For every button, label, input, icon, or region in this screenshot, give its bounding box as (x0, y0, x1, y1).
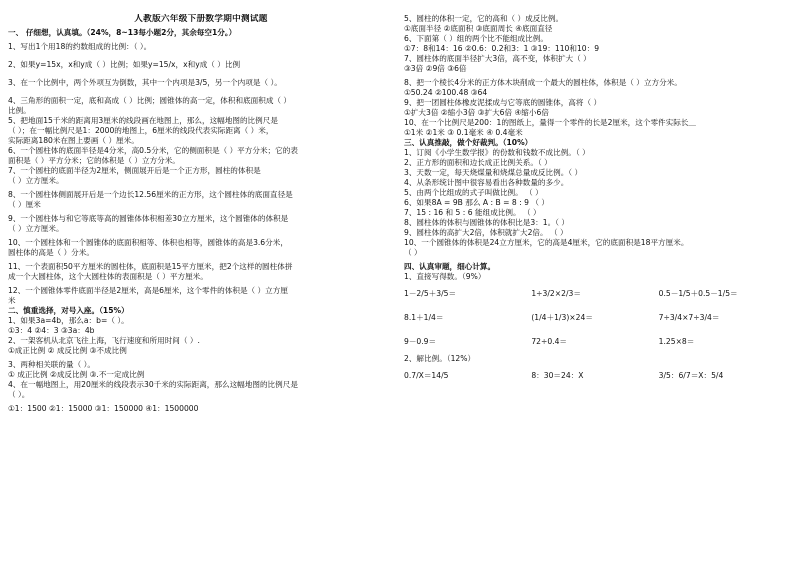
judge-1: 1、订阅《小学生数学报》的份数和钱数不成比例。（ ） (404, 148, 590, 157)
judge-4: 4、从条形统计图中很容易看出各种数量的多少。 (404, 178, 569, 187)
judge-9: 9、圆柱体的高扩大2倍，体积就扩大2倍。 （ ） (404, 228, 568, 237)
proportion-item: 0.7/X＝14/5 (404, 371, 449, 381)
proportion-item: 8：30＝24：X (531, 371, 584, 381)
question-10: 10、一个圆柱体和一个圆锥体的底面积相等、体积也相等，圆锥体的高是3.6分米， (8, 238, 288, 247)
choice-3-options: ① 成正比例 ②成反比例 ③.不一定成比例 (8, 370, 145, 379)
proportion-item: 3/5：6/7＝X：5/4 (658, 371, 724, 381)
calc-item: 9－0.9＝ (404, 337, 437, 347)
question-5-cont: （ ）；在一幅比例尺是1：2000的地图上，6厘米的线段代表实际距离（ ）米， (8, 126, 274, 135)
question-8-cont: （ ）厘米 (8, 200, 41, 209)
question-12-cont: 米 (8, 296, 16, 305)
calc-item: 1÷3/2×2/3＝ (531, 289, 581, 299)
judge-6: 6、如果8A = 9B 那么 A : B = 8 : 9 （ ） (404, 198, 549, 207)
question-7-cont: （ ）立方厘米。 (8, 176, 64, 185)
calc-item: 1－2/5＋3/5＝ (404, 289, 457, 299)
question-4: 4、三角形的面积一定，底和高成（ ）比例；圆锥体的高一定，体积和底面积成（ ） (8, 96, 292, 105)
choice-9-options: ①扩大3倍 ②缩小3倍 ③扩大6倍 ④缩小6倍 (404, 108, 549, 117)
question-11: 11、一个表面积50平方厘米的圆柱体，底面积是15平方厘米，把2个这样的圆柱体拼 (8, 262, 293, 271)
choice-2-options: ①成正比例 ② 成反比例 ③不成比例 (8, 346, 127, 355)
calc-row-2 (404, 306, 786, 330)
choice-1-options: ①3：4 ②4：3 ③3a：4b (8, 326, 95, 335)
question-9: 9、一个圆柱体与和它等底等高的圆锥体体积相差30立方厘米，这个圆锥体的体积是 (8, 214, 289, 223)
question-5: 5、把地面15千米的距离用3厘米的线段画在地图上，那么，这幅地图的比例尺是 (8, 116, 278, 125)
question-9-cont: （ ）立方厘米。 (8, 224, 64, 233)
judge-7: 7、15 : 16 和 5 : 6 能组成比例。 （ ） (404, 208, 541, 217)
calc-row-1 (404, 282, 786, 306)
judge-10: 10、一个圆锥体的体积是24立方厘米，它的高是4厘米，它的底面积是18平方厘米。 (404, 238, 689, 247)
judge-5: 5、由两个比组成的式子叫做比例。 （ ） (404, 188, 543, 197)
calc-row-3 (404, 330, 786, 354)
section-1-heading: 一、 仔细想，认真填。（24%，8~13每小题2分，其余每空1分。） (8, 28, 237, 37)
question-1: 1、写出1个用18的约数组成的比例：（ ）。 (8, 42, 152, 51)
calc-item: 8.1＋1/4＝ (404, 313, 444, 323)
question-5-cont2: 实际距离180米在图上要画（ ）厘米。 (8, 136, 139, 145)
choice-6-options: ①7：8和14：16 ②0.6：0.2和3：1 ③19：110和10：9 (404, 44, 600, 53)
question-2: 2、如果y=15x，x和y成（ ）比例；如果y=15/x，x和y成（ ）比例 (8, 60, 241, 69)
proportion-row (404, 364, 786, 388)
question-12: 12、一个圆锥体零件底面半径是2厘米，高是6厘米，这个零件的体积是（ ）立方厘 (8, 286, 288, 295)
choice-4: 4、在一幅地图上，用20厘米的线段表示30千米的实际距离，那么这幅地图的比例尺是 (8, 380, 298, 389)
calc-item: 7÷3/4×7÷3/4＝ (658, 313, 720, 323)
choice-7-options: ③3倍 ②9倍 ③6倍 (404, 64, 467, 73)
choice-1: 1、如果3a=4b，那么a：b=（ ）。 (8, 316, 129, 325)
judge-8: 8、圆柱体的体积与圆锥体的体积比是3：1。（ ） (404, 218, 569, 227)
choice-2: 2、一架客机从北京飞往上海，飞行速度和所用时间（ ）. (8, 336, 200, 345)
question-6-cont: 面积是（ ）平方分米；它的体积是（ ）立方分米。 (8, 156, 180, 165)
choice-8-options: ①50.24 ②100.48 ③64 (404, 88, 488, 97)
question-10-cont: 圆柱体的高是（ ）分米。 (8, 248, 94, 257)
calc-item: 1.25×8＝ (658, 337, 695, 347)
choice-8: 8、把一个棱长4分米的正方体木块削成一个最大的圆柱体，体积是（ ）立方分米。 (404, 78, 682, 87)
calc-1-heading: 1、直接写得数。（9%） (404, 272, 486, 281)
question-6: 6、一个圆柱体的底面半径是4分米，高0.5分米，它的侧面积是（ ）平方分米；它的表 (8, 146, 298, 155)
choice-10: 10、在一个比例尺是200：1的图纸上，量得一个零件的长是2厘米，这个零件实际长＿ (404, 118, 697, 127)
judge-2: 2、正方形的面积和边长成正比例关系。（ ） (404, 158, 552, 167)
choice-10-options: ①1米 ②1米 ③ 0.1毫米 ④ 0.4毫米 (404, 128, 523, 137)
section-3-heading: 三、认真推敲，做个好裁判。（10%） (404, 138, 533, 147)
page-title: 人教版六年级下册数学期中测试题 (134, 14, 268, 24)
question-7: 7、一个圆柱的底面半径为2厘米，侧面展开后是一个正方形，圆柱的体积是 (8, 166, 261, 175)
question-3: 3、在一个比例中，两个外项互为倒数，其中一个内项是3/5，另一个内项是（ ）。 (8, 78, 282, 87)
choice-7: 7、圆柱体的底面半径扩大3倍，高不变，体积扩大（ ） (404, 54, 591, 63)
right-column (404, 14, 786, 388)
choice-5-options: ①底面半径 ②底面积 ③底面周长 ④底面直径 (404, 24, 553, 33)
choice-4-cont: （ ）。 (8, 390, 30, 399)
calc-item: 0.5－1/5＋0.5－1/5＝ (658, 289, 738, 299)
question-4-cont: 比例。 (8, 106, 31, 115)
choice-6: 6、下面第（ ）组的两个比不能组成比例。 (404, 34, 548, 43)
choice-4-options: ①1：1500 ②1：15000 ③1：150000 ④1：1500000 (8, 404, 199, 413)
question-11-cont: 成一个大圆柱体，这个大圆柱体的表面积是（ ）平方厘米。 (8, 272, 208, 281)
section-4-heading: 四、认真审题，细心计算。 (404, 262, 496, 271)
question-8: 8、一个圆柱体侧面展开后是一个边长12.56厘米的正方形，这个圆柱体的底面直径是 (8, 190, 293, 199)
choice-3: 3、两种相关联的量（ ）。 (8, 360, 95, 369)
judge-3: 3、天数一定，每天烧煤量和烧煤总量成反比例。（ ） (404, 168, 583, 177)
calc-item: (1/4＋1/3)×24＝ (531, 313, 593, 323)
calc-item: 72÷0.4＝ (531, 337, 568, 347)
calc-2-heading: 2、解比例。（12%） (404, 354, 476, 363)
choice-9: 9、把一团圆柱体橡皮泥揉成与它等底的圆锥体，高将（ ） (404, 98, 602, 107)
choice-5: 5、圆柱的体积一定，它的高和（ ）成反比例。 (404, 14, 564, 23)
left-column (8, 14, 394, 414)
section-2-heading: 二、慎重选择，对号入座。（15%） (8, 306, 129, 315)
judge-10-cont: （ ） (404, 248, 422, 257)
